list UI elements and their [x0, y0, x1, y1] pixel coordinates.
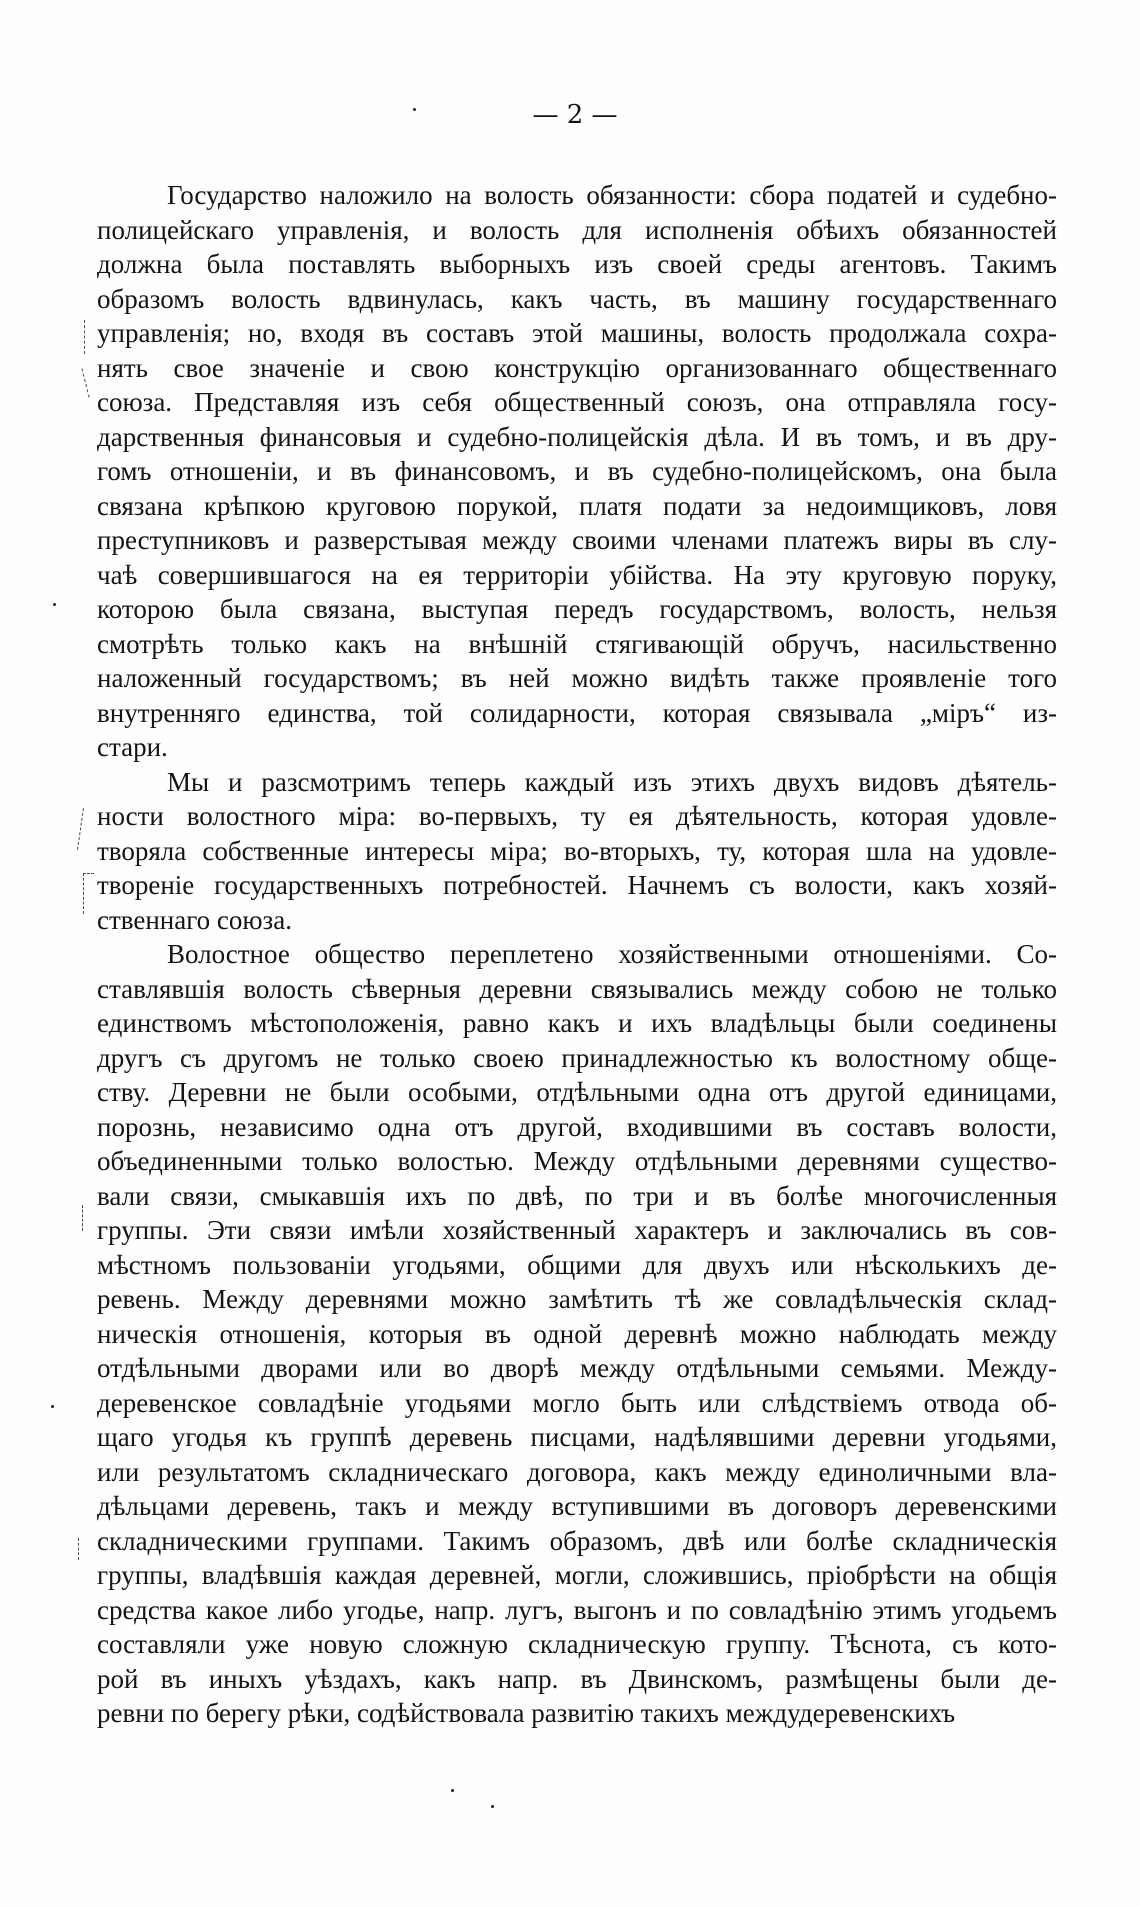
text-line [97, 799, 1057, 833]
text-line [97, 1075, 1057, 1109]
text-line-content: Государство наложило на волость обязанности: сбора податей и судебно- [167, 180, 1057, 210]
text-line-content: преступниковъ и разверстывая между своими членами платежъ виры въ слу- [97, 525, 1057, 555]
text-line [97, 316, 1057, 350]
margin-mark-3 [77, 808, 84, 850]
text-line-content: стари. [97, 732, 168, 762]
text-line-content: дарственныя финансовыя и судебно-полицейскія дѣла. И въ томъ, и въ дру- [97, 421, 1057, 452]
text-line [97, 1179, 1057, 1213]
text-line [97, 765, 1057, 799]
text-line-content: гомъ отношеніи, и въ финансовомъ, и въ судебно-полицейскомъ, она была [97, 456, 1057, 486]
text-line [97, 696, 1057, 730]
text-line-content: нять свое значеніе и свою конструкцію организованнаго общественнаго [97, 352, 1057, 383]
margin-mark-2 [81, 368, 89, 397]
text-line-content: рой въ иныхъ уѣздахъ, какъ напр. въ Двинскомъ, размѣщены были де- [97, 1663, 1057, 1694]
text-line-content: ставлявшія волость сѣверныя деревни связывались между собою не только [97, 973, 1057, 1004]
text-line [97, 1524, 1057, 1558]
text-line-content: образомъ волость вдвинулась, какъ часть, въ машину государственнаго [97, 283, 1057, 314]
speck [53, 603, 56, 606]
text-line-content: группы. Эти связи имѣли хозяйственный характеръ и заключались въ сов- [97, 1215, 1057, 1245]
margin-mark-5 [78, 1538, 79, 1560]
text-line [97, 868, 1057, 902]
text-line [97, 558, 1057, 592]
text-line [97, 1144, 1057, 1178]
text-line [97, 1386, 1057, 1420]
page-number: — 2 — [532, 100, 618, 130]
text-line [97, 972, 1057, 1006]
text-line [97, 1696, 1057, 1730]
text-line [97, 1593, 1057, 1627]
text-line-content: вали связи, смыкавшія ихъ по двѣ, по три и въ болѣе многочисленныя [97, 1180, 1057, 1211]
text-line-content: складническими группами. Такимъ образомъ, двѣ или болѣе складническія [97, 1525, 1057, 1556]
text-line [97, 523, 1057, 557]
text-line [97, 1351, 1057, 1385]
margin-mark-4 [82, 1205, 83, 1231]
text-line-content: должна была поставлять выборныхъ изъ своей среды агентовъ. Такимъ [97, 249, 1057, 279]
speck [491, 1805, 494, 1808]
text-line [97, 661, 1057, 695]
text-line [97, 834, 1057, 868]
text-line-content: твореніе государственныхъ потребностей. Начнемъ съ волости, какъ хозяй- [97, 870, 1057, 900]
text-line-content: или результатомъ складническаго договора, какъ между единоличными вла- [97, 1456, 1057, 1487]
text-line [97, 1213, 1057, 1247]
margin-bracket-mark [83, 873, 94, 914]
text-line-content: единствомъ мѣстоположенія, равно какъ и ихъ владѣльцы были соединены [97, 1008, 1057, 1038]
text-line [97, 489, 1057, 523]
text-line [97, 454, 1057, 488]
text-line-content: Волостное общество переплетено хозяйственными отношеніями. Со- [167, 939, 1057, 969]
text-line [97, 730, 1057, 764]
text-line [97, 178, 1057, 212]
text-line-content: творяла собственные интересы міра; во-вторыхъ, ту, которая шла на удовле- [97, 835, 1057, 866]
speck [413, 108, 416, 111]
text-line [97, 351, 1057, 385]
text-line-content: управленія; но, входя въ составъ этой машины, волость продолжала сохра- [97, 318, 1057, 348]
text-line-content: ству. Деревни не были особыми, отдѣльными одна отъ другой единицами, [97, 1077, 1057, 1107]
text-line [97, 1110, 1057, 1144]
text-line-content: составляли уже новую сложную складническую группу. Тѣснота, съ кото- [97, 1629, 1057, 1659]
text-line-content: союза. Представляя изъ себя общественный союзъ, она отправляла госу- [97, 387, 1057, 417]
text-line-content: ности волостного міра: во-первыхъ, ту ея дѣятельность, которая удовле- [97, 801, 1057, 831]
text-line [97, 420, 1057, 454]
text-line-content: связана крѣпкою круговою порукой, платя подати за недоимщиковъ, ловя [97, 490, 1057, 521]
text-line-content: ревень. Между деревнями можно замѣтить тѣ же совладѣльческія склад- [97, 1284, 1057, 1314]
text-line-content: Мы и разсмотримъ теперь каждый изъ этихъ двухъ видовъ дѣятель- [167, 766, 1057, 797]
text-line [97, 1420, 1057, 1454]
text-line [97, 903, 1057, 937]
text-line [97, 247, 1057, 281]
text-line-content: средства какое либо угодье, напр. лугъ, выгонъ и по совладѣнію этимъ угодьемъ [97, 1594, 1057, 1625]
text-line [97, 1455, 1057, 1489]
text-line [97, 282, 1057, 316]
text-line [97, 385, 1057, 419]
text-line-content: объединенными только волостью. Между отдѣльными деревнями существо- [97, 1146, 1057, 1176]
text-line-content: чаѣ совершившагося на ея территоріи убійства. На эту круговую поруку, [97, 559, 1057, 590]
text-line-content: деревенское совладѣніе угодьями могло быть или слѣдствіемъ отвода об- [97, 1387, 1057, 1418]
text-line-content: которою была связана, выступая передъ государствомъ, волость, нельзя [97, 594, 1057, 624]
margin-mark-1 [84, 320, 85, 354]
text-line-content: порознь, независимо одна отъ другой, входившими въ составъ волости, [97, 1111, 1057, 1142]
text-line [97, 1317, 1057, 1351]
text-line-content: ническія отношенія, которыя въ одной деревнѣ можно наблюдать между [97, 1318, 1057, 1349]
text-line-content: щаго угодья къ группѣ деревень писцами, надѣлявшими деревни угодьями, [97, 1422, 1057, 1452]
text-line-content: группы, владѣвшія каждая деревней, могли, сложившись, пріобрѣсти на общія [97, 1560, 1057, 1590]
speck [51, 1405, 54, 1408]
text-line [97, 1627, 1057, 1661]
text-line [97, 1041, 1057, 1075]
text-line-content: отдѣльными дворами или во дворѣ между отдѣльными семьями. Между- [97, 1353, 1057, 1383]
text-line [97, 937, 1057, 971]
text-line [97, 1248, 1057, 1282]
text-line [97, 213, 1057, 247]
text-line [97, 1662, 1057, 1696]
text-line-content: мѣстномъ пользованіи угодьями, общими для двухъ или нѣсколькихъ де- [97, 1249, 1057, 1280]
text-line [97, 592, 1057, 626]
speck [451, 1789, 454, 1792]
text-line-content: другъ съ другомъ не только своею принадлежностью къ волостному обще- [97, 1042, 1057, 1073]
text-line-content: смотрѣть только какъ на внѣшній стягивающій обручъ, насильственно [97, 628, 1057, 659]
text-line-content: внутренняго единства, той солидарности, которая связывала „міръ“ из- [97, 697, 1057, 728]
text-line [97, 1006, 1057, 1040]
text-line [97, 1489, 1057, 1523]
text-line-content: ственнаго союза. [97, 904, 292, 935]
text-line [97, 627, 1057, 661]
text-line-content: ревни по берегу рѣки, содѣйствовала развитію такихъ междудеревенскихъ [97, 1698, 956, 1728]
text-line-content: наложенный государствомъ; въ ней можно видѣть также проявленіе того [97, 663, 1057, 693]
text-line-content: полицейскаго управленія, и волость для исполненія обѣихъ обязанностей [97, 214, 1057, 245]
text-line [97, 1282, 1057, 1316]
text-line [97, 1558, 1057, 1592]
text-line-content: дѣльцами деревень, такъ и между вступившими въ договоръ деревенскими [97, 1491, 1057, 1521]
